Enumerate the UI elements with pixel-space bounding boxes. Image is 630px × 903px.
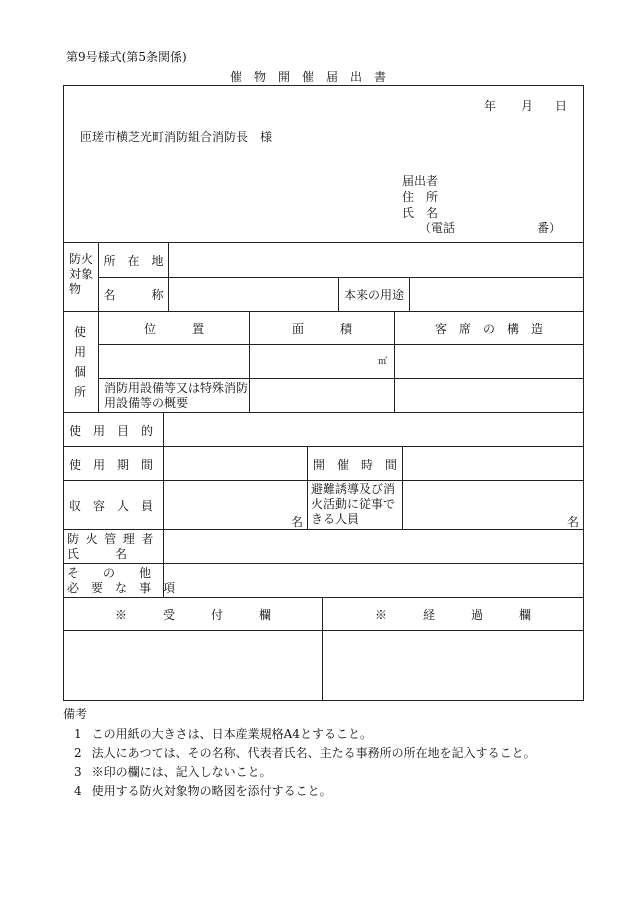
form-number: 第9号様式(第5条関係) — [66, 50, 187, 64]
applicant-label: 届出者 — [402, 174, 439, 188]
evacuation-label: 避難誘導及び消 火活動に従事で きる人員 — [311, 482, 396, 526]
note-item: 2 法人にあつては、その名称、代表者氏名、主たる事務所の所在地を記入すること。 — [74, 746, 536, 760]
equipment-label: 消防用設備等又は特殊消防 用設備等の概要 — [104, 381, 249, 410]
date-year: 年 — [484, 99, 497, 113]
page-title: 催 物 開 催 届 出 書 — [230, 70, 387, 84]
area-unit: ㎡ — [378, 357, 388, 367]
addressee: 匝瑳市横芝光町消防組合消防長 様 — [80, 130, 273, 144]
applicant-name: 氏 名 — [402, 206, 439, 220]
progress-header: ※ 経 過 欄 — [374, 607, 531, 622]
position-header: 位 置 — [143, 321, 204, 336]
capacity-unit: 名 — [291, 515, 304, 529]
seating-header: 客 席 の 構 造 — [434, 321, 543, 336]
capacity-label: 収 容 人 員 — [69, 499, 154, 513]
note-item: 3 ※印の欄には、記入しないこと。 — [74, 765, 272, 779]
note-item: 1 この用紙の大きさは、日本産業規格A4とすること。 — [74, 727, 372, 741]
notes-title: 備考 — [63, 707, 88, 721]
usage-place-group-label: 使 用 個 所 — [74, 325, 87, 399]
note-item: 4 使用する防火対象物の略図を添付すること。 — [74, 784, 332, 798]
target-name-label: 名 称 — [103, 288, 164, 302]
purpose-label: 使 用 目 的 — [69, 424, 154, 438]
applicant-phone-close: 番） — [537, 221, 562, 235]
area-header: 面 積 — [291, 321, 352, 336]
applicant-address: 住 所 — [402, 190, 439, 204]
evacuation-unit: 名 — [567, 515, 580, 529]
date-day: 日 — [555, 99, 568, 113]
applicant-phone-open: （電話 — [419, 221, 456, 235]
period-label: 使 用 期 間 — [69, 458, 154, 472]
reception-header: ※ 受 付 欄 — [114, 607, 271, 622]
hours-label: 開 催 時 間 — [313, 458, 398, 472]
target-original-use-label: 本来の用途 — [343, 288, 404, 302]
date-month: 月 — [521, 99, 534, 113]
manager-label: 防火管理者 氏 名 — [67, 532, 161, 561]
target-group-label: 防火 対象 物 — [69, 252, 94, 296]
target-location-label: 所 在 地 — [103, 253, 164, 268]
other-label: そ の 他 必 要 な 事 項 — [67, 566, 176, 595]
